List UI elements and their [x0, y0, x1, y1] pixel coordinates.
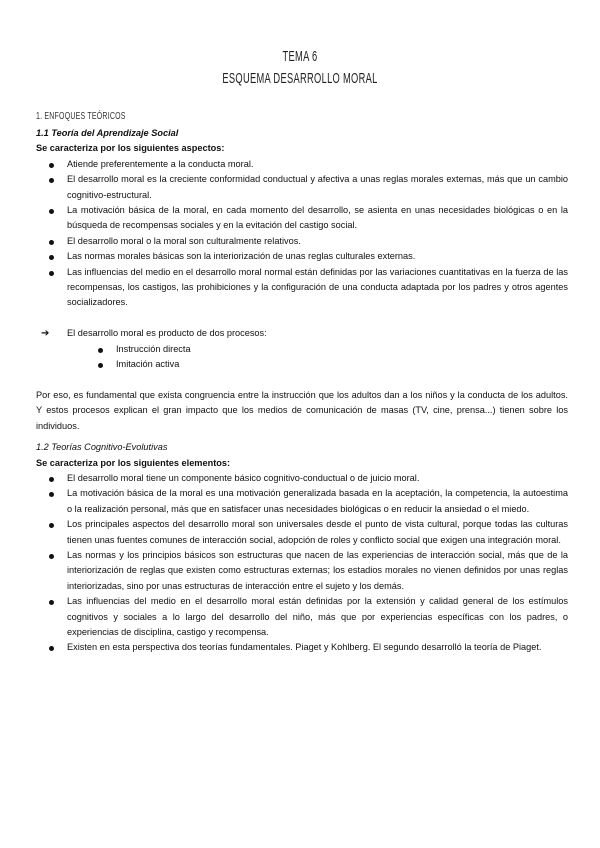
list-item — [36, 640, 568, 655]
list-item — [36, 157, 568, 172]
list-item-text: Existen en esta perspectiva dos teorías fundamentales. Piaget y Kohlberg. El segundo desarrolló la teoría de Piaget. — [67, 642, 542, 653]
list-item-text: Las normas y los principios básicos son estructuras que nacen de las experiencias de interacción social, más que de la interiorización de reglas que existen como estructuras externas; los estadios morales no vienen definidos por unas reglas interiorizadas, sino por unas estructuras de interacción entre el sujeto y los demás. — [67, 549, 568, 591]
list-item-text: Las influencias del medio en el desarrollo moral están definidas por la extensión y calidad general de los estímulos cognitivos y sociales a lo largo del desarrollo del niño, más que por experiencias específicas con los padres, o experiencias de disciplina, castigo y recompensa. — [67, 596, 568, 637]
bullet-icon — [49, 209, 54, 214]
bullet-icon — [49, 271, 54, 276]
lead-text: Se caracteriza por los siguientes aspectos: — [36, 143, 225, 154]
process-list — [36, 342, 568, 373]
list-item — [36, 517, 568, 548]
bullet-icon — [49, 523, 54, 528]
document-title: TEMA 6 — [282, 48, 318, 65]
list-item-text: Imitación activa — [116, 359, 180, 370]
bullet-icon — [49, 477, 54, 482]
list-item-text: Las influencias del medio en el desarrollo moral normal están definidas por las variaciones cuantitativas en la fuerza de las recompensas, los castigos, las prohibiciones y la configuración de una conducta adaptada por los padres y otros agentes socializadores. — [67, 266, 568, 308]
lead-text: Se caracteriza por los siguientes elementos: — [36, 457, 231, 468]
bullet-icon — [49, 646, 54, 651]
paragraph: Por eso, es fundamental que exista congruencia entre la instrucción que los adultos dan a los niños y la conducta de los adultos. Y estos procesos explican el gran impacto que los medios de comunicación de masas (TV, cine, prensa...) tienen sobre los individuos. — [36, 389, 568, 431]
list-item-text: La motivación básica de la moral es una motivación generalizada basada en la aceptación, la competencia, la autoestima o la realización personal, más que en satisfacer unas necesidades biológicas o en reducir la ansiedad o el miedo. — [67, 488, 568, 514]
list-item-text: La motivación básica de la moral, en cada momento del desarrollo, se asienta en unas necesidades biológicas o en la búsqueda de recompensas sociales y en la evitación del castigo social. — [67, 205, 568, 231]
bullet-icon — [49, 600, 54, 605]
list-item — [36, 249, 568, 264]
bullet-icon — [49, 554, 54, 559]
bullet-list — [36, 157, 568, 311]
section-heading: 1. ENFOQUES TEÓRICOS — [36, 111, 126, 122]
document-subtitle: ESQUEMA DESARROLLO MORAL — [222, 70, 378, 87]
list-item-text: El desarrollo moral es la creciente conformidad conductual y afectiva a unas reglas morales externas, más que un cambio cognitivo-estructural. — [67, 174, 568, 200]
list-item — [36, 357, 568, 372]
bullet-icon — [98, 363, 103, 368]
document-body — [36, 126, 568, 656]
list-item — [36, 471, 568, 486]
bullet-icon — [98, 348, 103, 353]
list-item-text: Las normas morales básicas son la interiorización de unas reglas culturales externas. — [67, 251, 416, 262]
list-item — [36, 203, 568, 234]
subsection-title: 1.2 Teorías Cognitivo-Evolutivas — [36, 442, 168, 453]
list-item — [36, 486, 568, 517]
bullet-icon — [49, 163, 54, 168]
bullet-list — [36, 471, 568, 656]
bullet-icon — [49, 240, 54, 245]
arrow-right-icon: ➔ — [41, 328, 50, 340]
list-item — [36, 548, 568, 594]
list-item-text: Instrucción directa — [116, 343, 191, 354]
list-item — [36, 265, 568, 311]
bullet-icon — [49, 255, 54, 260]
list-item — [36, 234, 568, 249]
arrow-item-text: El desarrollo moral es producto de dos procesos: — [67, 328, 267, 339]
section-social-learning — [36, 126, 568, 434]
list-item — [36, 594, 568, 640]
section-cognitive — [36, 440, 568, 656]
list-item — [36, 172, 568, 203]
bullet-icon — [49, 178, 54, 183]
list-item — [36, 342, 568, 357]
list-item-text: El desarrollo moral tiene un componente básico cognitivo-conductual o de juicio moral. — [67, 472, 420, 483]
bullet-icon — [49, 492, 54, 497]
arrow-item — [36, 326, 568, 341]
subsection-title: 1.1 Teoría del Aprendizaje Social — [36, 128, 179, 138]
list-item-text: Los principales aspectos del desarrollo moral son universales desde el punto de vista cultural, porque todas las culturas tienen unas fuentes comunes de interacción social, adopción de roles y conflicto social que exigen una integración moral. — [67, 519, 568, 545]
list-item-text: El desarrollo moral o la moral son culturalmente relativos. — [67, 235, 301, 246]
list-item-text: Atiende preferentemente a la conducta moral. — [67, 158, 254, 169]
